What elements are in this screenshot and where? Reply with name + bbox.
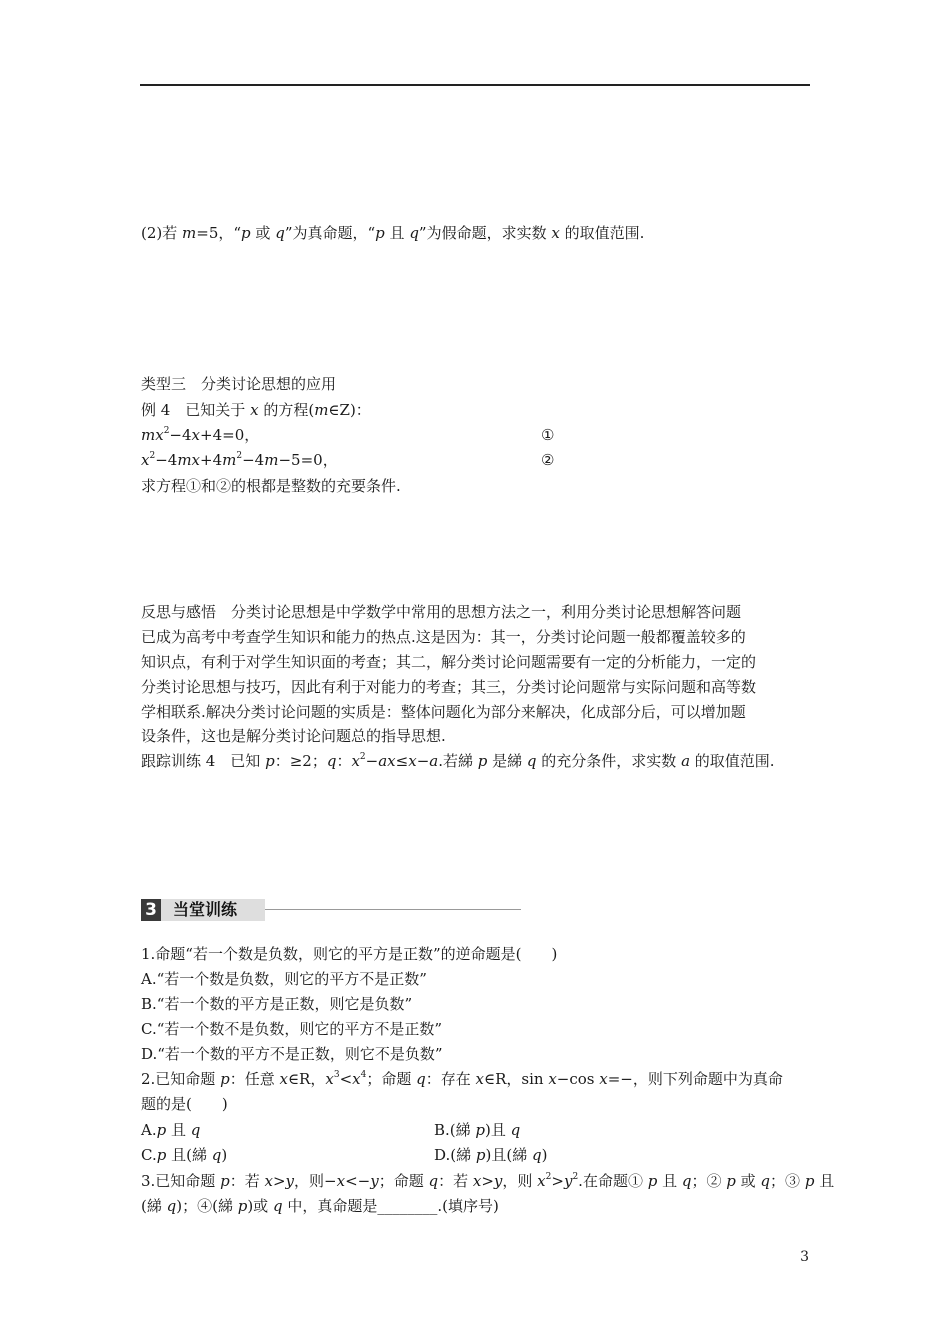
text: ；命题	[366, 1070, 417, 1088]
text: D.(綈	[434, 1146, 476, 1164]
var-x: x	[250, 401, 259, 419]
question-1-option-a: A.“若一个数是负数，则它的平方不是正数”	[141, 970, 427, 988]
var-x: x	[325, 1070, 334, 1088]
text: >	[272, 1172, 286, 1190]
var: x	[191, 426, 201, 444]
reflection-line: 反思与感悟 分类讨论思想是中学数学中常用的思想方法之一，利用分类讨论思想解答问题	[141, 603, 742, 621]
section-title: 当堂训练	[161, 899, 265, 921]
var-q: q	[526, 752, 537, 770]
question-2-option-c	[141, 1145, 227, 1165]
question-2-stem-cont: 题的是( )	[141, 1095, 228, 1113]
text: A.	[141, 1121, 157, 1139]
question-1-option-c: C.“若一个数不是负数，则它的平方不是正数”	[141, 1020, 443, 1038]
text: .在命题①	[578, 1172, 648, 1190]
text: ∈Z)：	[328, 401, 371, 419]
exponent: 2	[163, 426, 170, 436]
tracking-exercise-4	[141, 751, 775, 771]
var-q: q	[166, 1197, 177, 1215]
text: <−	[345, 1172, 371, 1190]
var: x	[141, 451, 150, 469]
question-2-stem	[141, 1069, 783, 1089]
var-a: a	[429, 752, 439, 770]
text: )且(綈	[485, 1146, 532, 1164]
var-x: x	[408, 752, 417, 770]
reflection-line: 已成为高考中考查学生知识和能力的热点.这是因为：其一，分类讨论问题一般都覆盖较多的	[141, 628, 746, 646]
text: 是綈	[487, 752, 527, 770]
var-x: x	[475, 1070, 484, 1088]
text: 2.已知命题	[141, 1070, 221, 1088]
type3-heading: 类型三 分类讨论思想的应用	[141, 375, 337, 393]
var-q: q	[272, 1197, 283, 1215]
var-q: q	[681, 1172, 692, 1190]
text: ；命题	[378, 1172, 429, 1190]
var-p: p	[241, 224, 251, 242]
text: 3.已知命题	[141, 1172, 221, 1190]
var-p: p	[804, 1172, 815, 1190]
text: ；②	[691, 1172, 727, 1190]
text: +4	[200, 451, 223, 469]
var-p: p	[477, 752, 488, 770]
reflection-line: 分类讨论思想与技巧，因此有利于对能力的考查；其三，分类讨论问题常与实际问题和高等数	[141, 678, 757, 696]
var-q: q	[211, 1146, 222, 1164]
text: 的取值范围.	[690, 752, 775, 770]
text: C.	[141, 1146, 157, 1164]
example-4	[141, 400, 371, 420]
var-y: y	[563, 1172, 573, 1190]
var-x: x	[599, 1070, 608, 1088]
text: )或	[247, 1197, 273, 1215]
exponent: 2	[359, 752, 366, 762]
var-p: p	[475, 1121, 486, 1139]
var: ax	[378, 752, 396, 770]
text: −4	[242, 451, 265, 469]
text: ∈R，sin	[483, 1070, 549, 1088]
var-q: q	[531, 1146, 542, 1164]
exponent: 2	[572, 1172, 579, 1182]
text: ：任意	[229, 1070, 280, 1088]
question-1-option-b: B.“若一个数的平方是正数，则它是负数”	[141, 995, 413, 1013]
text: −4	[169, 426, 192, 444]
var-q: q	[409, 224, 419, 242]
text: )	[541, 1146, 548, 1164]
var: m	[264, 451, 279, 469]
question-2-part	[141, 223, 644, 243]
text: 例 4 已知关于	[141, 401, 251, 419]
var-p: p	[647, 1172, 658, 1190]
var-q: q	[326, 752, 337, 770]
text: 的取值范围.	[559, 224, 645, 242]
text: −	[416, 752, 430, 770]
question-2-option-b	[434, 1120, 520, 1140]
exponent: 4	[360, 1070, 367, 1080]
question-3-stem-cont	[141, 1196, 499, 1216]
var-x: x	[336, 1172, 346, 1190]
var-x: x	[537, 1172, 546, 1190]
text: =5，“	[196, 224, 242, 242]
text: )且	[485, 1121, 511, 1139]
var-p: p	[156, 1146, 167, 1164]
var-m: m	[182, 224, 197, 242]
text: (2)若	[141, 224, 183, 242]
exponent: 3	[333, 1070, 340, 1080]
var-p: p	[220, 1172, 230, 1190]
question-2-option-a	[141, 1120, 200, 1140]
exponent: 2	[236, 451, 243, 461]
text: ：	[336, 752, 352, 770]
text: −	[365, 752, 379, 770]
text: 中，真命题是________.(填序号)	[282, 1197, 499, 1215]
var-q: q	[416, 1070, 426, 1088]
reflection-line: 学相联系.解决分类讨论问题的实质是：整体问题化为部分来解决，化成部分后，可以增加题	[141, 703, 746, 721]
var-y: y	[370, 1172, 379, 1190]
reflection-line: 设条件，这也是解分类讨论问题总的指导思想.	[141, 727, 446, 745]
equation-2	[141, 450, 338, 470]
var-x: x	[264, 1172, 273, 1190]
example-4-ask: 求方程①和②的根都是整数的充要条件.	[141, 477, 401, 495]
text: ：≥2；	[274, 752, 327, 770]
var-p: p	[156, 1121, 167, 1139]
text: ，则−	[294, 1172, 337, 1190]
var-p: p	[475, 1146, 486, 1164]
text: 或	[735, 1172, 761, 1190]
text: 且	[657, 1172, 682, 1190]
var-x: x	[548, 1070, 557, 1088]
var-x: x	[551, 224, 560, 242]
var-m: m	[314, 401, 329, 419]
var-p: p	[726, 1172, 736, 1190]
page-number: 3	[800, 1249, 809, 1265]
text: ≤	[395, 752, 409, 770]
text: ，则	[502, 1172, 538, 1190]
text: >	[481, 1172, 494, 1190]
var-x: x	[352, 1070, 361, 1088]
var-q: q	[428, 1172, 439, 1190]
question-2-option-d	[434, 1145, 547, 1165]
var-q: q	[275, 224, 285, 242]
section-banner	[141, 899, 521, 921]
text: >	[551, 1172, 564, 1190]
question-3-stem	[141, 1171, 834, 1191]
text: ：存在	[425, 1070, 476, 1088]
equation-1	[141, 425, 259, 445]
text: ”为真命题，“	[284, 224, 376, 242]
var-x: x	[279, 1070, 288, 1088]
text: −4	[155, 451, 178, 469]
text: ：若	[229, 1172, 265, 1190]
text: (綈	[141, 1197, 167, 1215]
var: mx	[141, 426, 164, 444]
var-p: p	[237, 1197, 248, 1215]
var-p: p	[375, 224, 385, 242]
text: 跟踪训练 4 已知	[141, 752, 266, 770]
var-a: a	[681, 752, 691, 770]
var-q: q	[190, 1121, 201, 1139]
text: −5=0，	[278, 451, 338, 469]
text: 或	[250, 224, 276, 242]
section-rule	[265, 909, 521, 910]
var: m	[222, 451, 237, 469]
text: ；③	[770, 1172, 805, 1190]
var-x: x	[351, 752, 360, 770]
text: +4=0，	[200, 426, 260, 444]
var-p: p	[220, 1070, 230, 1088]
text: 的方程(	[258, 401, 315, 419]
var-y: y	[285, 1172, 295, 1190]
text: )	[221, 1146, 228, 1164]
header-rule	[140, 84, 810, 86]
var: mx	[177, 451, 201, 469]
equation-1-number: ①	[541, 426, 555, 444]
text: 且	[814, 1172, 835, 1190]
text: −cos	[556, 1070, 600, 1088]
var-q: q	[760, 1172, 771, 1190]
section-number: 3	[141, 899, 161, 921]
text: 且	[384, 224, 410, 242]
text: ∈R，	[287, 1070, 326, 1088]
text: 且(綈	[166, 1146, 212, 1164]
exponent: 2	[149, 451, 156, 461]
text: 的充分条件，求实数	[536, 752, 682, 770]
var-q: q	[510, 1121, 521, 1139]
text: .若綈	[438, 752, 478, 770]
text: ：若	[438, 1172, 473, 1190]
text: B.(綈	[434, 1121, 476, 1139]
var-p: p	[265, 752, 275, 770]
text: ”为假命题，求实数	[418, 224, 552, 242]
reflection-line: 知识点，有利于对学生知识面的考查；其二，解分类讨论问题需要有一定的分析能力，一定的	[141, 653, 757, 671]
text: 且	[166, 1121, 191, 1139]
question-1-option-d: D.“若一个数的平方不是正数，则它不是负数”	[141, 1045, 443, 1063]
equation-2-number: ②	[541, 451, 555, 469]
var-x: x	[472, 1172, 482, 1190]
text: =−，则下列命题中为真命	[607, 1070, 783, 1088]
text: )；④(綈	[176, 1197, 238, 1215]
exponent: 2	[545, 1172, 552, 1182]
text: <	[339, 1070, 353, 1088]
var-y: y	[493, 1172, 503, 1190]
question-1-stem: 1.命题“若一个数是负数，则它的平方是正数”的逆命题是( )	[141, 945, 558, 963]
